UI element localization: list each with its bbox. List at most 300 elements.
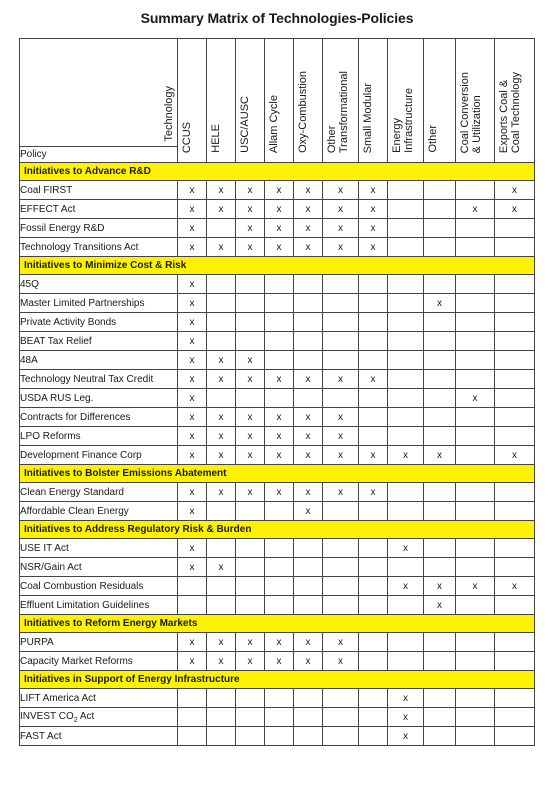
table-row [20,633,535,652]
matrix-cell-empty [388,633,424,652]
matrix-cell-empty [265,708,294,727]
matrix-cell-empty [424,689,456,708]
matrix-cell-marked: x [294,483,323,502]
policy-name: LIFT America Act [20,689,178,708]
matrix-cell-empty [323,539,359,558]
column-header [178,39,207,163]
policy-name: Clean Energy Standard [20,483,178,502]
matrix-cell-empty [359,652,388,671]
matrix-cell-marked: x [207,181,236,200]
policy-name: Fossil Energy R&D [20,219,178,238]
matrix-cell-empty [265,294,294,313]
matrix-cell-empty [456,181,495,200]
matrix-cell-marked: x [424,446,456,465]
table-row [20,219,535,238]
table-row [20,596,535,615]
matrix-cell-empty [207,577,236,596]
matrix-cell-empty [456,238,495,257]
matrix-cell-empty [207,275,236,294]
column-header [236,39,265,163]
column-header [388,39,424,163]
policy-name: Affordable Clean Energy [20,502,178,521]
matrix-cell-empty [236,539,265,558]
matrix-cell-empty [265,689,294,708]
matrix-cell-marked: x [207,446,236,465]
table-row [20,332,535,351]
matrix-cell-empty [236,558,265,577]
technology-corner-cell [20,39,178,147]
policy-name: Technology Transitions Act [20,238,178,257]
matrix-cell-empty [265,351,294,370]
matrix-cell-empty [236,294,265,313]
matrix-cell-empty [388,558,424,577]
matrix-cell-empty [359,332,388,351]
matrix-cell-marked: x [178,332,207,351]
matrix-cell-empty [294,351,323,370]
matrix-cell-empty [323,351,359,370]
table-row [20,181,535,200]
matrix-cell-empty [323,727,359,746]
matrix-cell-empty [424,200,456,219]
matrix-cell-empty [495,502,535,521]
matrix-cell-marked: x [265,408,294,427]
column-header [424,39,456,163]
matrix-cell-empty [456,332,495,351]
matrix-cell-empty [265,389,294,408]
table-row [20,689,535,708]
matrix-cell-marked: x [178,558,207,577]
matrix-cell-marked: x [424,294,456,313]
matrix-cell-empty [388,313,424,332]
matrix-cell-empty [388,389,424,408]
matrix-cell-empty [495,408,535,427]
matrix-cell-empty [424,708,456,727]
matrix-cell-marked: x [456,389,495,408]
matrix-cell-empty [388,200,424,219]
table-row [20,727,535,746]
matrix-cell-empty [388,596,424,615]
matrix-cell-empty [456,633,495,652]
matrix-cell-marked: x [236,238,265,257]
matrix-cell-empty [424,370,456,389]
matrix-cell-empty [236,332,265,351]
matrix-cell-empty [424,408,456,427]
policy-name: Contracts for Differences [20,408,178,427]
matrix-cell-empty [323,558,359,577]
matrix-cell-empty [424,483,456,502]
matrix-cell-marked: x [178,389,207,408]
table-row [20,389,535,408]
policy-name: PURPA [20,633,178,652]
matrix-cell-marked: x [323,633,359,652]
matrix-cell-empty [236,275,265,294]
matrix-cell-marked: x [359,483,388,502]
column-header-label: CCUS [181,121,193,153]
table-row [20,427,535,446]
matrix-cell-empty [359,389,388,408]
matrix-cell-empty [359,294,388,313]
matrix-cell-marked: x [323,219,359,238]
matrix-cell-empty [424,351,456,370]
matrix-cell-marked: x [294,652,323,671]
matrix-cell-empty [456,370,495,389]
table-row [20,502,535,521]
table-row [20,708,535,727]
table-row [20,370,535,389]
column-header-label: Other [427,125,439,153]
matrix-cell-empty [424,652,456,671]
matrix-cell-empty [323,389,359,408]
matrix-cell-marked: x [265,219,294,238]
matrix-cell-marked: x [495,200,535,219]
matrix-cell-marked: x [294,633,323,652]
matrix-cell-empty [456,652,495,671]
matrix-cell-empty [424,558,456,577]
matrix-cell-empty [456,446,495,465]
matrix-cell-empty [424,633,456,652]
matrix-cell-empty [207,313,236,332]
policy-name-text: INVEST CO [20,710,74,722]
policy-name: Private Activity Bonds [20,313,178,332]
policy-name: Master Limited Partnerships [20,294,178,313]
matrix-cell-marked: x [388,446,424,465]
matrix-cell-marked: x [323,370,359,389]
matrix-cell-marked: x [456,577,495,596]
matrix-cell-empty [495,558,535,577]
matrix-cell-empty [456,502,495,521]
matrix-cell-marked: x [178,219,207,238]
matrix-cell-marked: x [207,370,236,389]
column-header-label: USC/AUSC [239,96,251,153]
matrix-cell-marked: x [207,558,236,577]
matrix-body [20,163,535,746]
table-row [20,539,535,558]
matrix-cell-empty [294,275,323,294]
column-header [323,39,359,163]
table-row [20,313,535,332]
matrix-cell-empty [236,502,265,521]
policy-name: Coal Combustion Residuals [20,577,178,596]
matrix-cell-empty [388,427,424,446]
matrix-cell-empty [265,539,294,558]
matrix-cell-marked: x [265,633,294,652]
matrix-cell-marked: x [236,370,265,389]
matrix-cell-marked: x [236,652,265,671]
section-header-row [20,465,535,483]
matrix-cell-marked: x [388,539,424,558]
matrix-cell-empty [424,539,456,558]
section-header-row [20,615,535,633]
matrix-cell-marked: x [294,238,323,257]
matrix-cell-empty [424,275,456,294]
matrix-cell-empty [323,708,359,727]
matrix-cell-marked: x [236,427,265,446]
matrix-cell-marked: x [207,238,236,257]
matrix-cell-marked: x [236,408,265,427]
matrix-cell-marked: x [359,370,388,389]
matrix-cell-marked: x [323,181,359,200]
section-header-row [20,521,535,539]
column-header-label: HELE [210,124,222,153]
matrix-cell-marked: x [178,351,207,370]
matrix-cell-empty [495,389,535,408]
matrix-cell-marked: x [178,294,207,313]
matrix-cell-empty [359,727,388,746]
matrix-cell-empty [424,181,456,200]
technology-policy-matrix [19,38,535,746]
matrix-cell-marked: x [424,596,456,615]
matrix-cell-empty [207,294,236,313]
matrix-cell-marked: x [178,633,207,652]
matrix-cell-marked: x [207,633,236,652]
matrix-cell-marked: x [236,633,265,652]
matrix-cell-empty [359,558,388,577]
matrix-cell-empty [207,332,236,351]
matrix-cell-marked: x [359,446,388,465]
matrix-cell-empty [456,727,495,746]
matrix-cell-marked: x [359,219,388,238]
page-title: Summary Matrix of Technologies-Policies [140,10,414,26]
matrix-cell-empty [456,275,495,294]
matrix-cell-marked: x [495,181,535,200]
matrix-cell-empty [236,727,265,746]
matrix-cell-empty [495,294,535,313]
table-row [20,200,535,219]
matrix-cell-marked: x [294,427,323,446]
matrix-cell-empty [294,689,323,708]
matrix-cell-marked: x [178,370,207,389]
policy-name: Development Finance Corp [20,446,178,465]
matrix-cell-empty [424,502,456,521]
matrix-cell-empty [424,313,456,332]
matrix-cell-marked: x [359,238,388,257]
matrix-cell-marked: x [207,652,236,671]
matrix-cell-marked: x [265,652,294,671]
matrix-cell-empty [456,219,495,238]
matrix-cell-empty [388,332,424,351]
matrix-cell-marked: x [323,200,359,219]
matrix-cell-empty [323,596,359,615]
table-row [20,558,535,577]
matrix-cell-empty [294,313,323,332]
table-row [20,408,535,427]
policy-name: USE IT Act [20,539,178,558]
matrix-cell-marked: x [388,577,424,596]
table-row [20,351,535,370]
matrix-cell-empty [456,483,495,502]
matrix-cell-marked: x [178,427,207,446]
matrix-cell-empty [265,313,294,332]
matrix-cell-marked: x [294,200,323,219]
matrix-cell-empty [265,558,294,577]
table-row [20,446,535,465]
matrix-cell-marked: x [178,313,207,332]
matrix-cell-empty [207,708,236,727]
matrix-cell-empty [294,294,323,313]
matrix-cell-marked: x [294,370,323,389]
matrix-cell-empty [495,708,535,727]
table-row [20,652,535,671]
matrix-cell-empty [388,652,424,671]
matrix-cell-marked: x [178,200,207,219]
policy-name: EFFECT Act [20,200,178,219]
section-header-row [20,257,535,275]
matrix-cell-empty [178,708,207,727]
matrix-cell-empty [294,596,323,615]
matrix-cell-empty [265,577,294,596]
matrix-cell-empty [359,351,388,370]
matrix-cell-empty [495,427,535,446]
matrix-cell-empty [495,689,535,708]
matrix-cell-marked: x [294,502,323,521]
matrix-cell-marked: x [294,181,323,200]
policy-name-text: Act [77,710,95,722]
matrix-cell-marked: x [294,219,323,238]
matrix-cell-empty [495,238,535,257]
matrix-cell-empty [388,219,424,238]
matrix-cell-marked: x [178,502,207,521]
matrix-cell-empty [388,483,424,502]
matrix-cell-empty [323,313,359,332]
matrix-cell-empty [207,727,236,746]
matrix-cell-marked: x [265,483,294,502]
policy-name: USDA RUS Leg. [20,389,178,408]
table-row [20,294,535,313]
column-header-label: Allam Cycle [268,94,280,153]
matrix-cell-empty [456,539,495,558]
matrix-cell-empty [178,727,207,746]
matrix-cell-marked: x [207,427,236,446]
matrix-cell-marked: x [388,708,424,727]
matrix-cell-empty [424,427,456,446]
matrix-cell-empty [294,727,323,746]
matrix-cell-marked: x [388,727,424,746]
section-title: Initiatives to Advance R&D [20,163,535,181]
matrix-cell-empty [495,275,535,294]
section-title: Initiatives to Bolster Emissions Abatement [20,465,535,483]
policy-name-subscript: 2 [73,716,78,724]
matrix-cell-empty [388,275,424,294]
policy-name: 48A [20,351,178,370]
column-header-row [20,39,535,147]
matrix-cell-empty [388,351,424,370]
matrix-cell-marked: x [323,238,359,257]
matrix-cell-marked: x [207,351,236,370]
section-header-row [20,671,535,689]
table-row [20,275,535,294]
matrix-cell-empty [294,332,323,351]
column-header-label: Other Transformational [326,70,350,153]
matrix-cell-empty [495,370,535,389]
matrix-cell-marked: x [178,539,207,558]
matrix-cell-empty [236,596,265,615]
matrix-cell-marked: x [265,370,294,389]
matrix-cell-empty [207,389,236,408]
matrix-cell-empty [424,727,456,746]
matrix-cell-empty [359,275,388,294]
matrix-cell-marked: x [178,483,207,502]
column-header [265,39,294,163]
matrix-cell-empty [359,577,388,596]
matrix-cell-empty [495,652,535,671]
policy-name: FAST Act [20,727,178,746]
matrix-cell-empty [359,408,388,427]
matrix-cell-empty [323,577,359,596]
matrix-cell-marked: x [207,408,236,427]
matrix-cell-marked: x [323,408,359,427]
matrix-cell-marked: x [178,275,207,294]
matrix-cell-marked: x [178,181,207,200]
section-title: Initiatives to Minimize Cost & Risk [20,257,535,275]
matrix-cell-empty [424,332,456,351]
matrix-cell-empty [323,689,359,708]
matrix-cell-empty [236,708,265,727]
matrix-cell-marked: x [294,408,323,427]
matrix-cell-marked: x [456,200,495,219]
matrix-cell-empty [236,389,265,408]
matrix-cell-marked: x [265,181,294,200]
policy-name [20,708,178,727]
matrix-cell-empty [323,294,359,313]
technology-axis-label: Technology [163,86,175,142]
column-header [495,39,535,163]
matrix-cell-empty [495,313,535,332]
matrix-cell-marked: x [265,238,294,257]
column-header-label: Small Modular [362,82,374,153]
matrix-cell-empty [359,596,388,615]
matrix-cell-empty [388,294,424,313]
matrix-cell-marked: x [178,652,207,671]
policy-name: Technology Neutral Tax Credit [20,370,178,389]
column-header-label: Oxy-Combustion [297,71,309,153]
table-row [20,577,535,596]
matrix-cell-empty [359,539,388,558]
matrix-cell-empty [424,219,456,238]
table-row [20,238,535,257]
matrix-cell-empty [323,332,359,351]
matrix-cell-marked: x [265,446,294,465]
column-header [207,39,236,163]
matrix-cell-empty [359,427,388,446]
matrix-cell-marked: x [424,577,456,596]
matrix-cell-empty [236,313,265,332]
policy-name: LPO Reforms [20,427,178,446]
matrix-cell-marked: x [359,181,388,200]
matrix-cell-marked: x [207,483,236,502]
matrix-cell-empty [265,332,294,351]
matrix-cell-marked: x [323,446,359,465]
policy-name: 45Q [20,275,178,294]
matrix-cell-empty [359,708,388,727]
policy-name: Capacity Market Reforms [20,652,178,671]
matrix-cell-marked: x [323,652,359,671]
matrix-cell-empty [388,370,424,389]
matrix-cell-empty [207,689,236,708]
matrix-cell-empty [323,502,359,521]
matrix-cell-marked: x [207,200,236,219]
matrix-cell-empty [388,181,424,200]
matrix-cell-empty [294,577,323,596]
matrix-cell-empty [456,596,495,615]
matrix-cell-marked: x [294,446,323,465]
matrix-cell-empty [359,313,388,332]
matrix-cell-empty [265,502,294,521]
matrix-cell-empty [265,275,294,294]
matrix-cell-marked: x [495,446,535,465]
column-header [456,39,495,163]
matrix-cell-marked: x [178,408,207,427]
matrix-cell-marked: x [236,219,265,238]
